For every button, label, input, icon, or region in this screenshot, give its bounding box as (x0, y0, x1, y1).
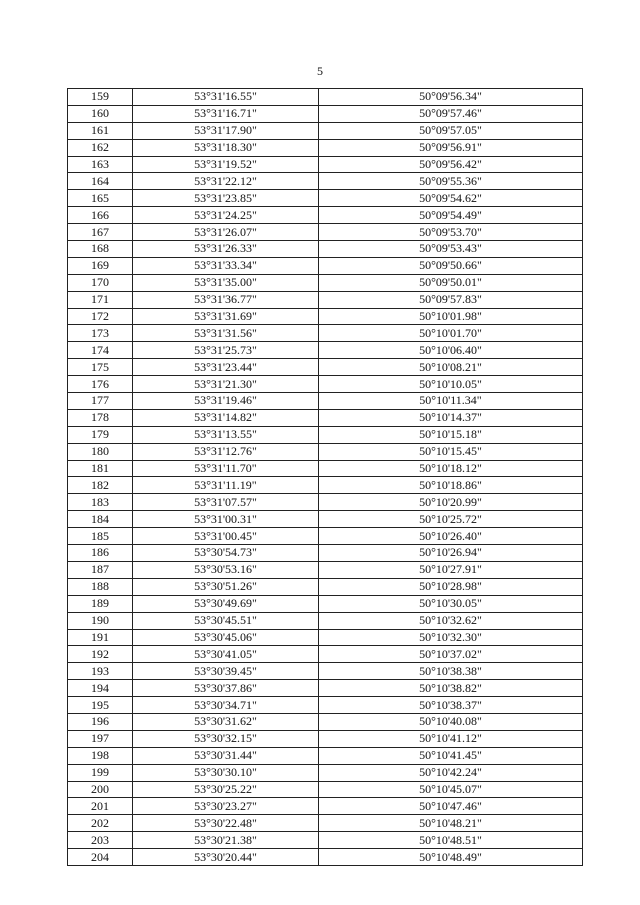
point-number-cell: 188 (68, 578, 133, 595)
point-number-cell: 161 (68, 122, 133, 139)
point-number-cell: 165 (68, 190, 133, 207)
point-number-cell: 191 (68, 629, 133, 646)
table-row (68, 325, 583, 342)
longitude-cell: 50°10'11.34" (319, 393, 583, 410)
latitude-cell: 53°31'31.69" (133, 308, 319, 325)
latitude-cell: 53°30'32.15" (133, 730, 319, 747)
latitude-cell: 53°31'11.70" (133, 460, 319, 477)
longitude-cell: 50°10'15.18" (319, 426, 583, 443)
table-row (68, 443, 583, 460)
latitude-cell: 53°31'17.90" (133, 122, 319, 139)
table-row (68, 308, 583, 325)
point-number-cell: 181 (68, 460, 133, 477)
point-number-cell: 167 (68, 224, 133, 241)
longitude-cell: 50°09'55.36" (319, 173, 583, 190)
longitude-cell: 50°10'25.72" (319, 511, 583, 528)
longitude-cell: 50°09'57.83" (319, 291, 583, 308)
longitude-cell: 50°10'28.98" (319, 578, 583, 595)
table-row (68, 257, 583, 274)
table-row (68, 105, 583, 122)
table-row (68, 393, 583, 410)
longitude-cell: 50°09'50.66" (319, 257, 583, 274)
table-row (68, 173, 583, 190)
point-number-cell: 172 (68, 308, 133, 325)
latitude-cell: 53°31'25.73" (133, 342, 319, 359)
table-row (68, 274, 583, 291)
point-number-cell: 198 (68, 747, 133, 764)
point-number-cell: 196 (68, 713, 133, 730)
point-number-cell: 163 (68, 156, 133, 173)
longitude-cell: 50°10'45.07" (319, 781, 583, 798)
table-row (68, 798, 583, 815)
point-number-cell: 194 (68, 680, 133, 697)
latitude-cell: 53°30'31.44" (133, 747, 319, 764)
latitude-cell: 53°31'31.56" (133, 325, 319, 342)
table-row (68, 156, 583, 173)
point-number-cell: 192 (68, 646, 133, 663)
latitude-cell: 53°31'36.77" (133, 291, 319, 308)
point-number-cell: 200 (68, 781, 133, 798)
coordinates-table-body (68, 89, 583, 866)
table-row (68, 612, 583, 629)
point-number-cell: 185 (68, 528, 133, 545)
table-row (68, 409, 583, 426)
point-number-cell: 164 (68, 173, 133, 190)
latitude-cell: 53°30'37.86" (133, 680, 319, 697)
point-number-cell: 180 (68, 443, 133, 460)
table-row (68, 713, 583, 730)
latitude-cell: 53°31'21.30" (133, 376, 319, 393)
longitude-cell: 50°09'56.42" (319, 156, 583, 173)
latitude-cell: 53°30'23.27" (133, 798, 319, 815)
point-number-cell: 171 (68, 291, 133, 308)
table-row (68, 477, 583, 494)
table-row (68, 224, 583, 241)
longitude-cell: 50°10'32.62" (319, 612, 583, 629)
latitude-cell: 53°30'41.05" (133, 646, 319, 663)
point-number-cell: 177 (68, 393, 133, 410)
latitude-cell: 53°31'14.82" (133, 409, 319, 426)
longitude-cell: 50°10'47.46" (319, 798, 583, 815)
table-row (68, 578, 583, 595)
longitude-cell: 50°10'42.24" (319, 764, 583, 781)
latitude-cell: 53°30'34.71" (133, 697, 319, 714)
longitude-cell: 50°10'26.40" (319, 528, 583, 545)
longitude-cell: 50°09'53.43" (319, 241, 583, 258)
point-number-cell: 199 (68, 764, 133, 781)
table-row (68, 595, 583, 612)
latitude-cell: 53°31'19.52" (133, 156, 319, 173)
longitude-cell: 50°10'40.08" (319, 713, 583, 730)
latitude-cell: 53°30'45.51" (133, 612, 319, 629)
table-row (68, 511, 583, 528)
longitude-cell: 50°09'56.34" (319, 89, 583, 106)
point-number-cell: 176 (68, 376, 133, 393)
table-row (68, 359, 583, 376)
longitude-cell: 50°10'14.37" (319, 409, 583, 426)
table-row (68, 764, 583, 781)
latitude-cell: 53°31'16.55" (133, 89, 319, 106)
latitude-cell: 53°30'25.22" (133, 781, 319, 798)
longitude-cell: 50°10'38.82" (319, 680, 583, 697)
latitude-cell: 53°31'22.12" (133, 173, 319, 190)
point-number-cell: 160 (68, 105, 133, 122)
latitude-cell: 53°30'30.10" (133, 764, 319, 781)
longitude-cell: 50°10'06.40" (319, 342, 583, 359)
longitude-cell: 50°10'38.37" (319, 697, 583, 714)
latitude-cell: 53°31'00.45" (133, 528, 319, 545)
table-row (68, 545, 583, 562)
latitude-cell: 53°30'39.45" (133, 663, 319, 680)
table-row (68, 494, 583, 511)
longitude-cell: 50°09'56.91" (319, 139, 583, 156)
point-number-cell: 175 (68, 359, 133, 376)
point-number-cell: 189 (68, 595, 133, 612)
latitude-cell: 53°30'22.48" (133, 815, 319, 832)
latitude-cell: 53°30'53.16" (133, 561, 319, 578)
longitude-cell: 50°09'57.05" (319, 122, 583, 139)
longitude-cell: 50°10'41.45" (319, 747, 583, 764)
latitude-cell: 53°31'12.76" (133, 443, 319, 460)
point-number-cell: 166 (68, 207, 133, 224)
longitude-cell: 50°10'30.05" (319, 595, 583, 612)
latitude-cell: 53°31'23.85" (133, 190, 319, 207)
longitude-cell: 50°10'41.12" (319, 730, 583, 747)
coordinates-table (67, 88, 583, 866)
longitude-cell: 50°09'53.70" (319, 224, 583, 241)
point-number-cell: 202 (68, 815, 133, 832)
point-number-cell: 183 (68, 494, 133, 511)
latitude-cell: 53°30'20.44" (133, 849, 319, 866)
point-number-cell: 162 (68, 139, 133, 156)
longitude-cell: 50°10'08.21" (319, 359, 583, 376)
longitude-cell: 50°10'37.02" (319, 646, 583, 663)
point-number-cell: 159 (68, 89, 133, 106)
table-row (68, 241, 583, 258)
latitude-cell: 53°30'21.38" (133, 832, 319, 849)
longitude-cell: 50°09'50.01" (319, 274, 583, 291)
point-number-cell: 190 (68, 612, 133, 629)
latitude-cell: 53°31'07.57" (133, 494, 319, 511)
longitude-cell: 50°10'48.49" (319, 849, 583, 866)
point-number-cell: 170 (68, 274, 133, 291)
table-row (68, 207, 583, 224)
longitude-cell: 50°09'54.49" (319, 207, 583, 224)
latitude-cell: 53°31'16.71" (133, 105, 319, 122)
latitude-cell: 53°31'19.46" (133, 393, 319, 410)
table-row (68, 730, 583, 747)
point-number-cell: 193 (68, 663, 133, 680)
point-number-cell: 179 (68, 426, 133, 443)
latitude-cell: 53°31'26.33" (133, 241, 319, 258)
latitude-cell: 53°30'45.06" (133, 629, 319, 646)
latitude-cell: 53°30'51.26" (133, 578, 319, 595)
table-row (68, 190, 583, 207)
point-number-cell: 187 (68, 561, 133, 578)
longitude-cell: 50°10'18.86" (319, 477, 583, 494)
point-number-cell: 204 (68, 849, 133, 866)
longitude-cell: 50°09'54.62" (319, 190, 583, 207)
longitude-cell: 50°10'27.91" (319, 561, 583, 578)
latitude-cell: 53°30'49.69" (133, 595, 319, 612)
longitude-cell: 50°10'18.12" (319, 460, 583, 477)
latitude-cell: 53°31'33.34" (133, 257, 319, 274)
table-row (68, 561, 583, 578)
table-row (68, 376, 583, 393)
latitude-cell: 53°31'11.19" (133, 477, 319, 494)
table-row (68, 342, 583, 359)
table-row (68, 426, 583, 443)
point-number-cell: 197 (68, 730, 133, 747)
table-row (68, 646, 583, 663)
table-row (68, 697, 583, 714)
point-number-cell: 174 (68, 342, 133, 359)
latitude-cell: 53°31'23.44" (133, 359, 319, 376)
longitude-cell: 50°10'15.45" (319, 443, 583, 460)
longitude-cell: 50°10'48.21" (319, 815, 583, 832)
point-number-cell: 195 (68, 697, 133, 714)
longitude-cell: 50°10'20.99" (319, 494, 583, 511)
longitude-cell: 50°09'57.46" (319, 105, 583, 122)
longitude-cell: 50°10'01.70" (319, 325, 583, 342)
table-row (68, 460, 583, 477)
point-number-cell: 173 (68, 325, 133, 342)
table-row (68, 139, 583, 156)
point-number-cell: 182 (68, 477, 133, 494)
longitude-cell: 50°10'38.38" (319, 663, 583, 680)
latitude-cell: 53°31'35.00" (133, 274, 319, 291)
table-row (68, 680, 583, 697)
point-number-cell: 201 (68, 798, 133, 815)
table-row (68, 291, 583, 308)
table-row (68, 122, 583, 139)
latitude-cell: 53°31'00.31" (133, 511, 319, 528)
latitude-cell: 53°31'18.30" (133, 139, 319, 156)
table-row (68, 849, 583, 866)
latitude-cell: 53°30'31.62" (133, 713, 319, 730)
latitude-cell: 53°31'26.07" (133, 224, 319, 241)
point-number-cell: 169 (68, 257, 133, 274)
table-row (68, 89, 583, 106)
point-number-cell: 178 (68, 409, 133, 426)
page-number: 5 (317, 64, 323, 78)
latitude-cell: 53°30'54.73" (133, 545, 319, 562)
table-row (68, 663, 583, 680)
point-number-cell: 184 (68, 511, 133, 528)
longitude-cell: 50°10'48.51" (319, 832, 583, 849)
table-row (68, 528, 583, 545)
longitude-cell: 50°10'01.98" (319, 308, 583, 325)
table-row (68, 781, 583, 798)
latitude-cell: 53°31'13.55" (133, 426, 319, 443)
longitude-cell: 50°10'10.05" (319, 376, 583, 393)
point-number-cell: 186 (68, 545, 133, 562)
point-number-cell: 203 (68, 832, 133, 849)
table-row (68, 832, 583, 849)
latitude-cell: 53°31'24.25" (133, 207, 319, 224)
table-row (68, 629, 583, 646)
table-row (68, 815, 583, 832)
longitude-cell: 50°10'26.94" (319, 545, 583, 562)
table-row (68, 747, 583, 764)
longitude-cell: 50°10'32.30" (319, 629, 583, 646)
point-number-cell: 168 (68, 241, 133, 258)
